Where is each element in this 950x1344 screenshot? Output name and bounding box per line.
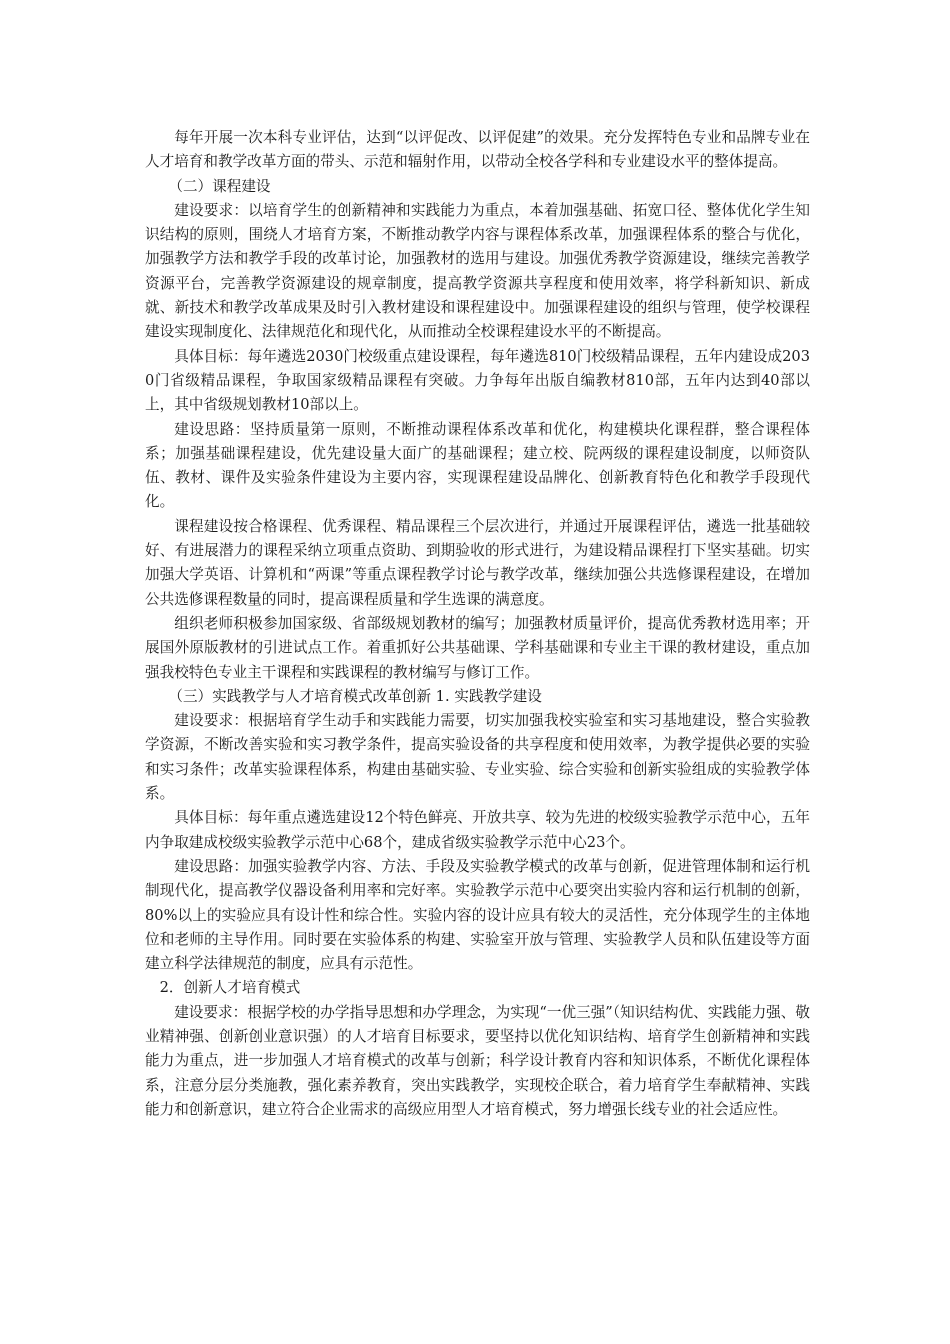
- paragraph-practice-requirements: 建设要求：根据培育学生动手和实践能力需要，切实加强我校实验室和实习基地建设，整合实验教学资源，不断改善实验和实习教学条件，提高实验设备的共享程度和使用效率，为教学提供必要的实验和实习条件；改革实验课程体系，构建由基础实验、专业实验、综合实验和创新实验组成的实验教学体系。: [145, 712, 810, 803]
- paragraph-course-approach: 建设思路：坚持质量第一原则，不断推动课程体系改革和优化，构建模块化课程群，整合课程体系；加强基础课程建设，优先建设量大面广的基础课程；建立校、院两级的课程建设制度，以师资队伍、教材、课件及实验条件建设为主要内容，实现课程建设品牌化、创新教育特色化和教学手段现代化。: [145, 420, 810, 511]
- paragraph-talent-requirements: 建设要求：根据学校的办学指导思想和办学理念，为实现“一优三强”（知识结构优、实践能力强、敬业精神强、创新创业意识强）的人才培育目标要求，要坚持以优化知识结构、培育学生创新精神和实践能力为重点，进一步加强人才培育模式的改革与创新；科学设计教育内容和知识体系，不断优化课程体系，注意分层分类施教，强化素养教育，突出实践教学，实现校企联合，着力培育学生奉献精神、实践能力和创新意识，建立符合企业需求的高级应用型人才培育模式，努力增强长线专业的社会适应性。: [145, 1003, 810, 1118]
- document-page: [145, 126, 810, 1122]
- paragraph-practice-targets: 具体目标：每年重点遴选建设12个特色鲜亮、开放共享、较为先进的校级实验教学示范中心，五年内争取建成校级实验教学示范中心68个，建成省级实验教学示范中心23个。: [145, 809, 810, 851]
- paragraph-practice-approach: 建设思路：加强实验教学内容、方法、手段及实验教学模式的改革与创新，促进管理体制和运行机制现代化，提高教学仪器设备利用率和完好率。实验教学示范中心要突出实验内容和运行机制的创新，80%以上的实验应具有设计性和综合性。实验内容的设计应具有较大的灵活性，充分体现学生的主体地位和老师的主导作用。同时要在实验体系的构建、实验室开放与管理、实验教学人员和队伍建设等方面建立科学法律规范的制度，应具有示范性。: [145, 857, 810, 973]
- paragraph-course-targets: 具体目标：每年遴选2030门校级重点建设课程，每年遴选810门校级精品课程，五年内建设成2030门省级精品课程，争取国家级精品课程有突破。力争每年出版自编教材810部，五年内达到40部以上，其中省级规划教材10部以上。: [145, 347, 810, 414]
- heading-talent-model: 2．创新人才培育模式: [159, 979, 301, 997]
- paragraph-course-requirements: 建设要求：以培育学生的创新精神和实践能力为重点，本着加强基础、拓宽口径、整体优化学生知识结构的原则，围绕人才培育方案，不断推动教学内容与课程体系改革，加强课程体系的整合与优化，加强教学方法和教学手段的改革讨论，加强教材的选用与建设。加强优秀教学资源建设，继续完善教学资源平台，完善教学资源建设的规章制度，提高教学资源共享程度和使用效率，将学科新知识、新成就、新技术和教学改革成果及时引入教材建设和课程建设中。加强课程建设的组织与管理，使学校课程建设实现制度化、法律规范化和现代化，从而推动全校课程建设水平的不断提高。: [145, 201, 810, 341]
- paragraph-evaluation: 每年开展一次本科专业评估，达到“以评促改、以评促建”的效果。充分发挥特色专业和品牌专业在人才培育和教学改革方面的带头、示范和辐射作用，以带动全校各学科和专业建设水平的整体提高。: [145, 129, 810, 171]
- heading-course-construction: （二）课程建设: [168, 177, 271, 195]
- paragraph-course-levels: 课程建设按合格课程、优秀课程、精品课程三个层次进行，并通过开展课程评估，遴选一批基础较好、有进展潜力的课程采纳立项重点资助、到期验收的形式进行，为建设精品课程打下坚实基础。切实加强大学英语、计算机和“两课”等重点课程教学讨论与教学改革，继续加强公共选修课程建设，在增加公共选修课程数量的同时，提高课程质量和学生选课的满意度。: [145, 517, 810, 608]
- heading-practice-teaching: （三）实践教学与人才培育模式改革创新 1. 实践教学建设: [168, 687, 542, 705]
- paragraph-textbooks: 组织老师积极参加国家级、省部级规划教材的编写；加强教材质量评价，提高优秀教材选用率；开展国外原版教材的引进试点工作。着重抓好公共基础课、学科基础课和专业主干课的教材建设，重点加强我校特色专业主干课程和实践课程的教材编写与修订工作。: [145, 614, 810, 681]
